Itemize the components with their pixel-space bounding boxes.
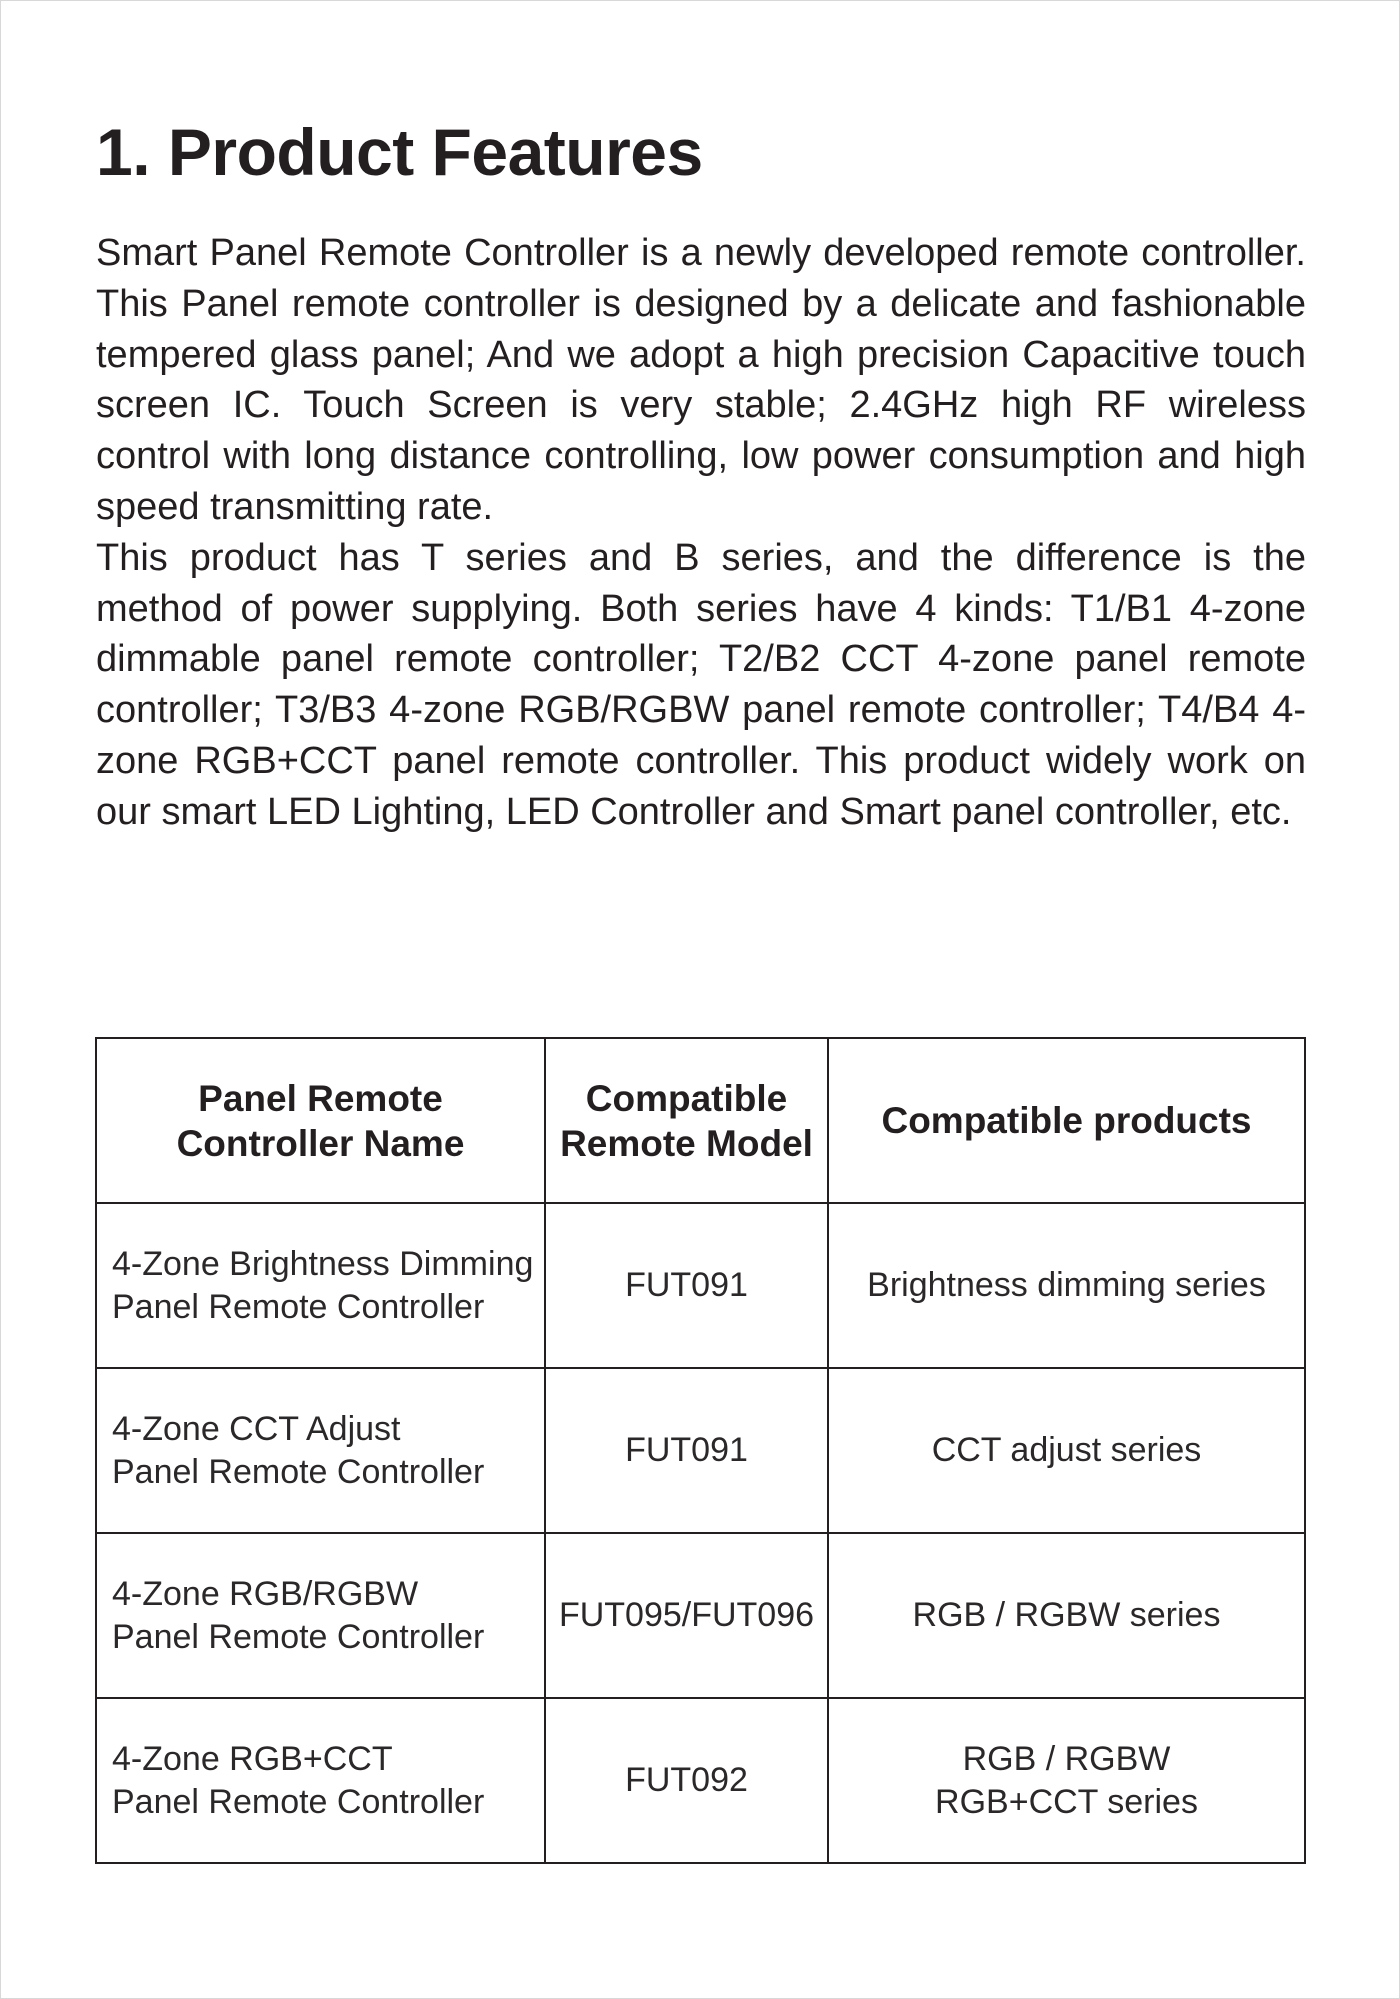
header-controller-name: Panel Remote Controller Name <box>96 1038 545 1203</box>
table-row <box>96 1203 1305 1368</box>
compatible-products-cell: Brightness dimming series <box>828 1203 1305 1368</box>
intro-paragraph: Smart Panel Remote Controller is a newly developed remote controller. This Panel remote controller is designed by a delicate and fashionable tempered glass panel; And we adopt a high precision Capacitive touch screen IC. Touch Screen is very stable; 2.4GHz high RF wireless control with long distance controlling, low power consumption and high speed transmitting rate. <box>96 232 1306 528</box>
header-remote-model: Compatible Remote Model <box>545 1038 828 1203</box>
document-body <box>96 110 1306 838</box>
remote-model-cell: FUT092 <box>545 1698 828 1863</box>
controller-name-cell: 4-Zone Brightness Dimming Panel Remote Controller <box>96 1203 545 1368</box>
controller-name-cell: 4-Zone RGB/RGBW Panel Remote Controller <box>96 1533 545 1698</box>
controller-name-cell: 4-Zone CCT Adjust Panel Remote Controller <box>96 1368 545 1533</box>
compatible-products-cell: RGB / RGBW series <box>828 1533 1305 1698</box>
header-compatible-products: Compatible products <box>828 1038 1305 1203</box>
compatibility-table <box>95 1037 1306 1864</box>
remote-model-cell: FUT095/FUT096 <box>545 1533 828 1698</box>
compatible-products-cell: CCT adjust series <box>828 1368 1305 1533</box>
remote-model-cell: FUT091 <box>545 1368 828 1533</box>
controller-name-cell: 4-Zone RGB+CCT Panel Remote Controller <box>96 1698 545 1863</box>
table-row <box>96 1533 1305 1698</box>
table-row <box>96 1368 1305 1533</box>
remote-model-cell: FUT091 <box>545 1203 828 1368</box>
section-heading: 1. Product Features <box>96 115 703 189</box>
series-paragraph: This product has T series and B series, and the difference is the method of power supplying. Both series have 4 kinds: T1/B1 4-zone dimmable panel remote controller; T2/B2 CCT 4-zone panel remote controller; T3/B3 4-zone RGB/RGBW panel remote controller; T4/B4 4-zone RGB+CCT panel remote controller. This product widely work on our smart LED Lighting, LED Controller and Smart panel controller, etc. <box>96 536 1306 833</box>
table-header-row <box>96 1038 1305 1203</box>
compatible-products-cell: RGB / RGBW RGB+CCT series <box>828 1698 1305 1863</box>
table-row <box>96 1698 1305 1863</box>
